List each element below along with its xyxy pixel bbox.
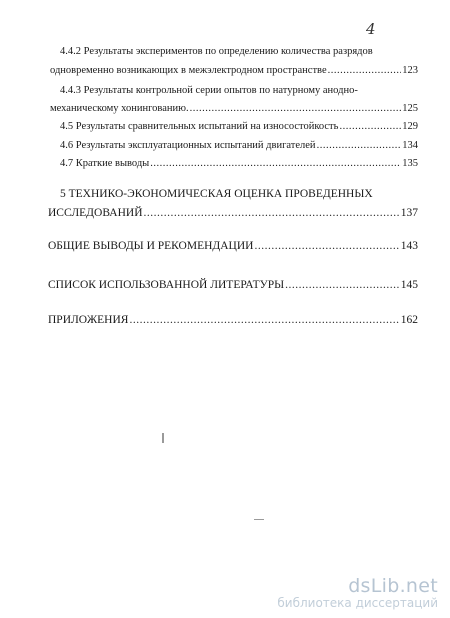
toc-entry-4-4-2[interactable] xyxy=(50,64,418,77)
watermark xyxy=(277,576,438,610)
toc-entry-4-5[interactable] xyxy=(60,120,418,133)
toc-entry-4-4-2-page: 123 xyxy=(402,65,418,76)
page-number: 4 xyxy=(366,20,376,38)
toc-entry-conclusions-label: ОБЩИЕ ВЫВОДЫ И РЕКОМЕНДАЦИИ xyxy=(48,240,254,252)
scan-mark xyxy=(254,519,264,520)
toc-entry-5[interactable] xyxy=(48,207,418,220)
toc-entry-4-4-2-title: 4.4.2 Результаты экспериментов по определению количества разрядов xyxy=(60,46,373,57)
toc-leader-dots xyxy=(328,64,402,77)
toc-leader-dots xyxy=(285,279,400,292)
toc-entry-4-6-label: 4.6 Результаты эксплуатационных испытаний двигателей xyxy=(60,140,316,151)
toc-entry-appendices-page: 162 xyxy=(400,314,418,326)
toc-entry-4-6-page: 134 xyxy=(402,140,418,151)
toc-entry-4-4-3[interactable] xyxy=(50,102,418,115)
toc-entry-conclusions[interactable] xyxy=(48,240,418,253)
toc-entry-5-title: 5 ТЕХНИКО-ЭКОНОМИЧЕСКАЯ ОЦЕНКА ПРОВЕДЕННЫХ xyxy=(60,188,373,200)
toc-entry-4-4-3-page: 125 xyxy=(402,103,418,114)
toc-entry-5-label: ИССЛЕДОВАНИЙ xyxy=(48,207,143,219)
watermark-logo: dsLib.net xyxy=(348,575,438,597)
toc-leader-dots xyxy=(129,314,399,327)
watermark-tagline: библиотека диссертаций xyxy=(277,596,438,610)
toc-entry-4-6[interactable] xyxy=(60,139,418,152)
toc-entry-appendices[interactable] xyxy=(48,314,418,327)
toc-leader-dots xyxy=(317,139,402,152)
toc-entry-references-page: 145 xyxy=(400,279,418,291)
scan-mark xyxy=(162,433,164,443)
toc-entry-references[interactable] xyxy=(48,279,418,292)
toc-leader-dots xyxy=(144,207,400,220)
toc-entry-appendices-label: ПРИЛОЖЕНИЯ xyxy=(48,314,129,326)
toc-entry-5-page: 137 xyxy=(400,207,418,219)
toc-entry-conclusions-page: 143 xyxy=(400,240,418,252)
toc-entry-4-5-page: 129 xyxy=(402,121,418,132)
toc-entry-references-label: СПИСОК ИСПОЛЬЗОВАННОЙ ЛИТЕРАТУРЫ xyxy=(48,279,285,291)
toc-leader-dots xyxy=(150,157,401,170)
toc-entry-4-7[interactable] xyxy=(60,157,418,170)
toc-entry-4-5-label: 4.5 Результаты сравнительных испытаний на износостойкость xyxy=(60,121,339,132)
toc-leader-dots xyxy=(254,240,399,253)
toc-entry-4-4-2-label: одновременно возникающих в межэлектродном пространстве xyxy=(50,65,327,76)
toc-entry-4-7-label: 4.7 Краткие выводы xyxy=(60,158,150,169)
toc-leader-dots xyxy=(190,102,402,115)
toc-entry-4-4-3-title: 4.4.3 Результаты контрольной серии опытов по натурному анодно- xyxy=(60,85,358,96)
toc-leader-dots xyxy=(339,120,401,133)
toc-entry-4-4-3-label: механическому хонингованию. xyxy=(50,103,189,114)
toc-entry-4-7-page: 135 xyxy=(402,158,418,169)
